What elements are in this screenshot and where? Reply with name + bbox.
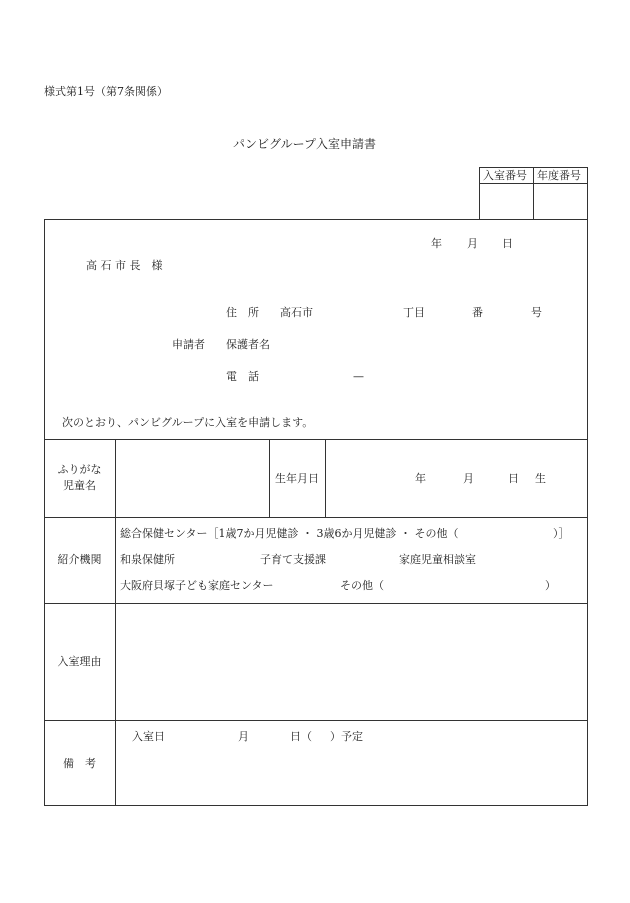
- referral-label: 紹介機関: [57, 553, 102, 566]
- date-year-label: 年: [431, 237, 442, 250]
- applicant-label: 申請者: [172, 338, 205, 351]
- year-number-label: 年度番号: [537, 169, 581, 182]
- referral-child-support-division[interactable]: 子育て支援課: [260, 553, 326, 566]
- referral-other[interactable]: その他（: [340, 579, 384, 592]
- form-number: 様式第1号（第7条関係）: [44, 85, 168, 98]
- go-label: 号: [531, 306, 542, 319]
- referral-izumi-health-center[interactable]: 和泉保健所: [120, 553, 175, 566]
- room-number-label: 入室番号: [483, 169, 527, 182]
- guardian-name-label: 保護者名: [226, 338, 270, 351]
- remarks-label: 備 考: [63, 757, 96, 770]
- phone-label: 電 話: [226, 370, 259, 383]
- year-number-field[interactable]: [534, 184, 587, 219]
- birth-suffix-label: 生: [535, 472, 546, 485]
- entry-planned-label: ）予定: [330, 730, 363, 743]
- application-statement: 次のとおり、パンビグループに入室を申請します。: [62, 416, 314, 429]
- reason-field[interactable]: [117, 605, 586, 718]
- birth-year-label: 年: [415, 472, 426, 485]
- date-month-label: 月: [467, 237, 478, 250]
- label-column-divider: [115, 439, 116, 806]
- birth-day-label: 日: [508, 472, 519, 485]
- room-number-field[interactable]: [480, 184, 532, 219]
- child-name-label: 児童名: [63, 479, 96, 492]
- phone-dash: —: [353, 370, 364, 383]
- referral-family-child-consultation[interactable]: 家庭児童相談室: [399, 553, 476, 566]
- birth-date-label: 生年月日: [275, 472, 319, 485]
- referral-other-close: ）: [545, 579, 556, 592]
- address-city: 高石市: [280, 306, 313, 319]
- date-day-label: 日: [502, 237, 513, 250]
- furigana-label: ふりがな: [57, 463, 102, 476]
- referral-line-1-close: ）］: [553, 527, 570, 540]
- row-divider-2: [44, 517, 588, 518]
- row-divider-1: [44, 439, 588, 440]
- referral-kaizuka-center[interactable]: 大阪府貝塚子ども家庭センター: [120, 579, 274, 592]
- address-field[interactable]: [318, 303, 528, 321]
- row-divider-3: [44, 603, 588, 604]
- remarks-field[interactable]: [117, 752, 586, 804]
- entry-month-label: 月: [238, 730, 249, 743]
- child-name-field[interactable]: [117, 441, 267, 515]
- form-title: パンビグループ入室申請書: [233, 137, 377, 151]
- row-divider-4: [44, 720, 588, 721]
- ban-label: 番: [472, 306, 483, 319]
- address-label: 住 所: [226, 306, 259, 319]
- entry-date-field[interactable]: [175, 727, 235, 745]
- birth-date-field[interactable]: [330, 465, 410, 485]
- birth-month-label: 月: [463, 472, 474, 485]
- phone-field[interactable]: [280, 367, 480, 385]
- birth-right-divider: [325, 439, 326, 517]
- chome-label: 丁目: [403, 306, 425, 319]
- addressee: 高 石 市 長 様: [86, 259, 163, 272]
- referral-line-1[interactable]: 総合保健センター［1歳7か月児健診 ・ 3歳6か月児健診 ・ その他（: [120, 527, 459, 540]
- entry-day-label: 日（: [290, 730, 312, 743]
- guardian-name-field[interactable]: [280, 335, 530, 353]
- reason-label: 入室理由: [57, 655, 102, 668]
- entry-date-label: 入室日: [132, 730, 165, 743]
